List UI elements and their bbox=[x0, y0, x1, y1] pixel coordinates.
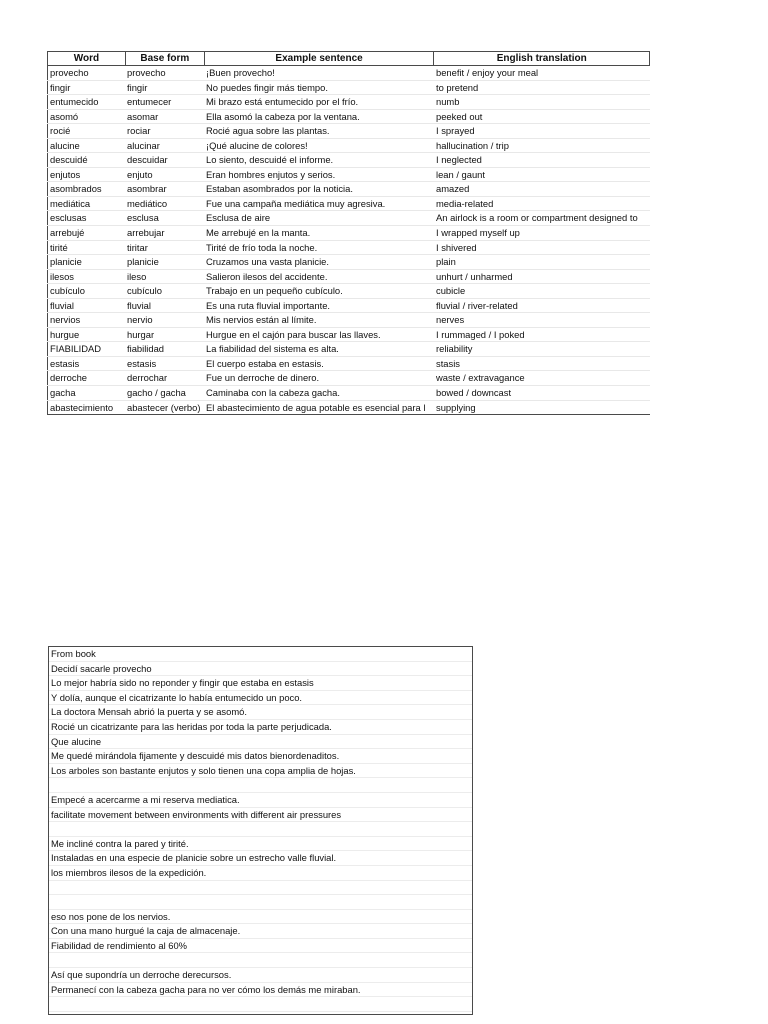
cell-base-form[interactable]: derrochar bbox=[127, 372, 168, 384]
cell-base-form[interactable]: esclusa bbox=[127, 212, 159, 224]
cell-translation[interactable]: I wrapped myself up bbox=[436, 227, 520, 239]
table-row bbox=[47, 255, 650, 270]
table-row bbox=[47, 284, 650, 299]
cell-translation[interactable]: unhurt / unharmed bbox=[436, 270, 513, 282]
note-line[interactable]: facilitate movement between environments with different air pressures bbox=[49, 808, 472, 823]
table-body bbox=[47, 66, 650, 415]
cell-word[interactable]: enjutos bbox=[47, 168, 125, 182]
cell-base-form[interactable]: cubículo bbox=[127, 285, 162, 297]
table-row bbox=[47, 270, 650, 285]
cell-word[interactable]: arrebujé bbox=[47, 226, 125, 240]
header-base-form[interactable]: Base form bbox=[126, 52, 205, 65]
note-line[interactable] bbox=[49, 953, 472, 968]
cell-translation[interactable]: benefit / enjoy your meal bbox=[436, 67, 539, 78]
cell-word[interactable]: esclusas bbox=[47, 211, 125, 225]
table-row bbox=[47, 95, 650, 110]
cell-translation[interactable]: lean / gaunt bbox=[436, 168, 485, 180]
cell-translation[interactable]: I neglected bbox=[436, 154, 482, 166]
table-row bbox=[47, 153, 650, 168]
cell-word[interactable]: mediática bbox=[47, 197, 125, 211]
cell-translation[interactable]: peeked out bbox=[436, 110, 483, 122]
cell-example[interactable]: Caminaba con la cabeza gacha. bbox=[206, 387, 340, 399]
cell-word[interactable]: abastecimiento bbox=[47, 401, 125, 415]
cell-base-form[interactable]: alucinar bbox=[127, 139, 160, 151]
cell-translation[interactable]: I sprayed bbox=[436, 125, 475, 137]
note-line[interactable]: los miembros ilesos de la expedición. bbox=[49, 866, 472, 881]
cell-base-form[interactable]: rociar bbox=[127, 125, 151, 137]
cell-translation[interactable]: hallucination / trip bbox=[436, 139, 509, 151]
table-row bbox=[47, 371, 650, 386]
cell-base-form[interactable]: enjuto bbox=[127, 168, 153, 180]
note-line[interactable]: From book bbox=[49, 647, 472, 662]
cell-base-form[interactable]: planicie bbox=[127, 256, 159, 268]
cell-example[interactable]: Fue una campaña mediática muy agresiva. bbox=[206, 197, 386, 209]
note-line[interactable]: Me incliné contra la pared y tirité. bbox=[49, 837, 472, 852]
cell-base-form[interactable]: asomar bbox=[127, 110, 159, 122]
cell-example[interactable]: Mi brazo está entumecido por el frío. bbox=[206, 96, 359, 108]
cell-word[interactable]: asombrados bbox=[47, 182, 125, 196]
cell-example[interactable]: Rocié agua sobre las plantas. bbox=[206, 125, 330, 137]
cell-base-form[interactable]: provecho bbox=[127, 67, 166, 78]
note-line[interactable] bbox=[49, 778, 472, 793]
cell-word[interactable]: asomó bbox=[47, 110, 125, 124]
cell-example[interactable]: Ella asomó la cabeza por la ventana. bbox=[206, 110, 360, 122]
cell-base-form[interactable]: fingir bbox=[127, 81, 148, 93]
cell-example[interactable]: Estaban asombrados por la noticia. bbox=[206, 183, 353, 195]
cell-translation[interactable]: cubicle bbox=[436, 285, 466, 297]
cell-base-form[interactable]: abastecer (verbo) bbox=[127, 401, 201, 413]
cell-word[interactable]: cubículo bbox=[47, 284, 125, 298]
note-line[interactable]: Que alucine bbox=[49, 735, 472, 750]
cell-example[interactable]: ¡Qué alucine de colores! bbox=[206, 139, 308, 151]
note-line[interactable]: Con una mano hurgué la caja de almacenaje. bbox=[49, 924, 472, 939]
table-row bbox=[47, 168, 650, 183]
cell-word[interactable]: planicie bbox=[47, 255, 125, 269]
table-row bbox=[47, 328, 650, 343]
cell-example[interactable]: El cuerpo estaba en estasis. bbox=[206, 357, 324, 369]
cell-example[interactable]: ¡Buen provecho! bbox=[206, 67, 275, 78]
note-line[interactable]: La doctora Mensah abrió la puerta y se asomó. bbox=[49, 705, 472, 720]
cell-example[interactable]: Me arrebujé en la manta. bbox=[206, 227, 311, 239]
vocabulary-table bbox=[47, 51, 650, 415]
table-row bbox=[47, 139, 650, 154]
note-line[interactable] bbox=[49, 822, 472, 837]
cell-example[interactable]: El abastecimiento de agua potable es esencial para l bbox=[206, 401, 426, 413]
cell-translation[interactable]: bowed / downcast bbox=[436, 387, 512, 399]
table-row bbox=[47, 299, 650, 314]
note-line[interactable]: Me quedé mirándola fijamente y descuidé mis datos bienordenaditos. bbox=[49, 749, 472, 764]
note-line[interactable]: Permanecí con la cabeza gacha para no ver cómo los demás me miraban. bbox=[49, 983, 472, 998]
cell-base-form[interactable]: nervio bbox=[127, 314, 153, 326]
cell-translation[interactable]: An airlock is a room or compartment designed to bbox=[436, 212, 638, 224]
cell-word[interactable]: alucine bbox=[47, 139, 125, 153]
cell-example[interactable]: Hurgue en el cajón para buscar las llaves. bbox=[206, 328, 381, 340]
cell-translation[interactable]: amazed bbox=[436, 183, 470, 195]
cell-base-form[interactable]: asombrar bbox=[127, 183, 167, 195]
header-example-sentence[interactable]: Example sentence bbox=[205, 52, 435, 65]
cell-word[interactable]: nervios bbox=[47, 313, 125, 327]
table-row bbox=[47, 66, 650, 81]
cell-word[interactable]: gacha bbox=[47, 386, 125, 400]
cell-example[interactable]: Eran hombres enjutos y serios. bbox=[206, 168, 336, 180]
cell-word[interactable]: descuidé bbox=[47, 153, 125, 167]
cell-word[interactable]: derroche bbox=[47, 371, 125, 385]
table-row bbox=[47, 313, 650, 328]
cell-translation[interactable]: waste / extravagance bbox=[436, 372, 525, 384]
note-line[interactable] bbox=[49, 881, 472, 896]
cell-word[interactable]: ilesos bbox=[47, 270, 125, 284]
cell-translation[interactable]: fluvial / river-related bbox=[436, 299, 518, 311]
note-line[interactable]: Fiabilidad de rendimiento al 60% bbox=[49, 939, 472, 954]
cell-word[interactable]: fluvial bbox=[47, 299, 125, 313]
header-english-translation[interactable]: English translation bbox=[434, 52, 650, 65]
note-line[interactable]: Los arboles son bastante enjutos y solo tienen una copa amplia de hojas. bbox=[49, 764, 472, 779]
cell-translation[interactable]: supplying bbox=[436, 401, 476, 413]
note-line[interactable]: Instaladas en una especie de planicie sobre un estrecho valle fluvial. bbox=[49, 851, 472, 866]
note-line[interactable]: Decidí sacarle provecho bbox=[49, 662, 472, 677]
table-row bbox=[47, 197, 650, 212]
cell-example[interactable]: Salieron ilesos del accidente. bbox=[206, 270, 328, 282]
table-row bbox=[47, 241, 650, 256]
table-row bbox=[47, 357, 650, 372]
cell-translation[interactable]: I shivered bbox=[436, 241, 477, 253]
note-line[interactable]: Empecé a acercarme a mi reserva mediatica. bbox=[49, 793, 472, 808]
table-row bbox=[47, 182, 650, 197]
cell-base-form[interactable]: gacho / gacha bbox=[127, 387, 186, 399]
cell-word[interactable]: provecho bbox=[47, 66, 125, 80]
cell-translation[interactable]: nerves bbox=[436, 314, 465, 326]
cell-word[interactable]: fingir bbox=[47, 81, 125, 95]
table-row bbox=[47, 124, 650, 139]
cell-translation[interactable]: stasis bbox=[436, 357, 460, 369]
cell-word[interactable]: estasis bbox=[47, 357, 125, 371]
table-row bbox=[47, 110, 650, 125]
cell-translation[interactable]: plain bbox=[436, 256, 456, 268]
note-line[interactable]: Y dolía, aunque el cicatrizante lo había entumecido un poco. bbox=[49, 691, 472, 706]
notes-box bbox=[48, 646, 473, 1015]
cell-translation[interactable]: reliability bbox=[436, 343, 473, 355]
cell-translation[interactable]: numb bbox=[436, 96, 460, 108]
cell-translation[interactable]: media-related bbox=[436, 197, 494, 209]
cell-translation[interactable]: to pretend bbox=[436, 81, 479, 93]
cell-example[interactable]: Esclusa de aire bbox=[206, 212, 271, 224]
cell-base-form[interactable]: fluvial bbox=[127, 299, 151, 311]
header-word[interactable]: Word bbox=[48, 52, 126, 65]
cell-base-form[interactable]: fiabilidad bbox=[127, 343, 165, 355]
cell-word[interactable]: FIABILIDAD bbox=[47, 342, 125, 356]
table-row bbox=[47, 401, 650, 416]
cell-example[interactable]: La fiabilidad del sistema es alta. bbox=[206, 343, 339, 355]
cell-example[interactable]: Fue un derroche de dinero. bbox=[206, 372, 320, 384]
cell-example[interactable]: No puedes fingir más tiempo. bbox=[206, 81, 328, 93]
cell-word[interactable]: entumecido bbox=[47, 95, 125, 109]
cell-base-form[interactable]: ileso bbox=[127, 270, 147, 282]
cell-example[interactable]: Cruzamos una vasta planicie. bbox=[206, 256, 329, 268]
cell-word[interactable]: tirité bbox=[47, 241, 125, 255]
table-row bbox=[47, 211, 650, 226]
cell-word[interactable]: rocié bbox=[47, 124, 125, 138]
cell-base-form[interactable]: arrebujar bbox=[127, 227, 165, 239]
cell-base-form[interactable]: tiritar bbox=[127, 241, 148, 253]
cell-example[interactable]: Mis nervios están al límite. bbox=[206, 314, 317, 326]
table-row bbox=[47, 81, 650, 96]
table-row bbox=[47, 226, 650, 241]
cell-example[interactable]: Trabajo en un pequeño cubículo. bbox=[206, 285, 343, 297]
table-row bbox=[47, 386, 650, 401]
cell-base-form[interactable]: mediático bbox=[127, 197, 168, 209]
cell-example[interactable]: Tirité de frío toda la noche. bbox=[206, 241, 318, 253]
note-line[interactable]: eso nos pone de los nervios. bbox=[49, 910, 472, 925]
note-line[interactable]: Así que supondría un derroche derecursos. bbox=[49, 968, 472, 983]
cell-example[interactable]: Es una ruta fluvial importante. bbox=[206, 299, 331, 311]
cell-base-form[interactable]: estasis bbox=[127, 357, 157, 369]
cell-example[interactable]: Lo siento, descuidé el informe. bbox=[206, 154, 334, 166]
cell-base-form[interactable]: entumecer bbox=[127, 96, 172, 108]
table-header bbox=[47, 51, 650, 66]
note-line[interactable]: Rocié un cicatrizante para las heridas por toda la parte perjudicada. bbox=[49, 720, 472, 735]
table-row bbox=[47, 342, 650, 357]
note-line[interactable] bbox=[49, 997, 472, 1012]
note-line[interactable]: Lo mejor habría sido no reponder y fingir que estaba en estasis bbox=[49, 676, 472, 691]
cell-base-form[interactable]: descuidar bbox=[127, 154, 168, 166]
cell-translation[interactable]: I rummaged / I poked bbox=[436, 328, 525, 340]
cell-word[interactable]: hurgue bbox=[47, 328, 125, 342]
cell-base-form[interactable]: hurgar bbox=[127, 328, 155, 340]
note-line[interactable] bbox=[49, 895, 472, 910]
